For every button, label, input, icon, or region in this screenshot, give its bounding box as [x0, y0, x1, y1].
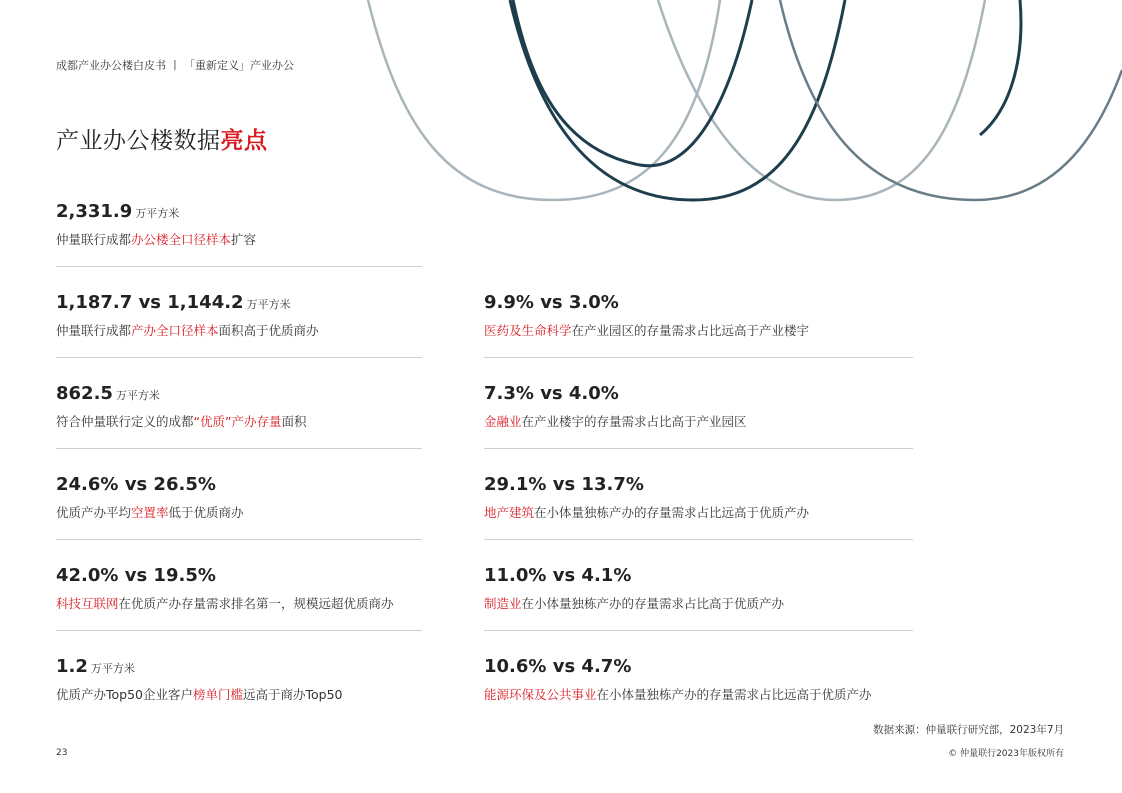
arc-dark-2	[513, 0, 752, 166]
divider	[484, 630, 913, 631]
description-text: 在产业楼宇的存量需求占比高于产业园区	[521, 414, 747, 429]
description-text: 仲量联行成都	[56, 323, 132, 338]
stat-item	[56, 292, 496, 339]
description-text: 低于优质商办	[168, 505, 244, 520]
stat-value	[484, 656, 924, 677]
divider	[56, 630, 422, 631]
stat-value	[56, 201, 496, 222]
stat-value	[56, 656, 496, 677]
stat-value	[56, 565, 496, 586]
stat-value	[484, 292, 924, 313]
description-text: 在小体量独栋产办的存量需求占比远高于优质产办	[596, 687, 872, 702]
stat-number: 42.0% vs 19.5%	[56, 565, 216, 586]
highlight-text: 办公楼全口径样本	[131, 232, 232, 247]
highlight-text: 能源环保及公共事业	[484, 687, 597, 702]
stat-number: 10.6% vs 4.7%	[484, 656, 632, 677]
stat-description	[484, 321, 924, 339]
stat-item	[56, 656, 496, 703]
stat-description	[56, 685, 496, 703]
stat-item	[56, 383, 496, 430]
description-text: 面积	[281, 414, 307, 429]
divider	[56, 266, 422, 267]
stat-item	[484, 292, 924, 339]
stat-description	[56, 594, 496, 612]
description-text: 仲量联行成都	[56, 232, 132, 247]
arc-light-1	[368, 0, 720, 200]
stat-value	[56, 292, 496, 313]
highlight-text: “优质”产办存量	[193, 414, 282, 429]
arc-light-2	[658, 0, 985, 200]
stat-value	[484, 383, 924, 404]
stat-item	[56, 201, 496, 248]
copyright: © 仲量联行2023年版权所有	[948, 749, 1064, 759]
description-text: 扩容	[231, 232, 257, 247]
stat-unit: 万平方米	[246, 298, 291, 311]
arc-dark-1	[510, 0, 845, 200]
description-text: 在优质产办存量需求排名第一，规模远超优质商办	[118, 596, 394, 611]
document-header: 成都产业办公楼白皮书 丨 「重新定义」产业办公	[56, 59, 294, 72]
highlight-text: 金融业	[484, 414, 522, 429]
highlight-text: 空置率	[131, 505, 169, 520]
highlight-text: 榜单门槛	[193, 687, 244, 702]
stat-number: 7.3% vs 4.0%	[484, 383, 619, 404]
title-highlight: 亮点	[220, 128, 268, 154]
arc-mid-1	[780, 0, 1122, 200]
stat-description	[484, 685, 924, 703]
page-number: 23	[56, 748, 68, 758]
stat-item	[484, 565, 924, 612]
stat-unit: 万平方米	[90, 662, 135, 675]
stat-description	[484, 503, 924, 521]
stat-description	[484, 412, 924, 430]
stat-unit: 万平方米	[135, 207, 180, 220]
stat-value	[56, 474, 496, 495]
divider	[56, 539, 422, 540]
stat-number: 2,331.9	[56, 201, 133, 222]
stat-number: 862.5	[56, 383, 113, 404]
stat-item	[484, 474, 924, 521]
data-source: 数据来源：仲量联行研究部，2023年7月	[873, 724, 1064, 736]
divider	[484, 357, 913, 358]
description-text: 远高于商办Top50	[243, 687, 343, 702]
stat-number: 9.9% vs 3.0%	[484, 292, 619, 313]
description-text: 面积高于优质商办	[218, 323, 319, 338]
stat-number: 11.0% vs 4.1%	[484, 565, 632, 586]
highlight-text: 医药及生命科学	[484, 323, 572, 338]
description-text: 在小体量独栋产办的存量需求占比远高于优质产办	[534, 505, 810, 520]
stat-item	[484, 656, 924, 703]
stat-description	[56, 321, 496, 339]
stat-item	[56, 474, 496, 521]
stat-number: 1,187.7 vs 1,144.2	[56, 292, 244, 313]
description-text: 优质产办平均	[56, 505, 132, 520]
stat-value	[484, 565, 924, 586]
description-text: 符合仲量联行定义的成都	[56, 414, 194, 429]
stat-item	[484, 383, 924, 430]
description-text: 在产业园区的存量需求占比远高于产业楼宇	[571, 323, 810, 338]
highlight-text: 地产建筑	[484, 505, 535, 520]
stat-description	[484, 594, 924, 612]
stat-item	[56, 565, 496, 612]
title-prefix: 产业办公楼数据	[56, 128, 221, 154]
highlight-text: 产办全口径样本	[131, 323, 219, 338]
stat-number: 29.1% vs 13.7%	[484, 474, 644, 495]
stat-number: 1.2	[56, 656, 88, 677]
highlight-text: 制造业	[484, 596, 522, 611]
stat-number: 24.6% vs 26.5%	[56, 474, 216, 495]
divider	[484, 539, 913, 540]
divider	[484, 448, 913, 449]
stat-value	[484, 474, 924, 495]
stat-description	[56, 503, 496, 521]
stat-description	[56, 412, 496, 430]
highlight-text: 科技互联网	[56, 596, 119, 611]
divider	[56, 357, 422, 358]
divider	[56, 448, 422, 449]
description-text: 优质产办Top50企业客户	[56, 687, 193, 702]
stat-value	[56, 383, 496, 404]
stat-description	[56, 230, 496, 248]
page-title	[56, 122, 268, 155]
arc-dark-3	[980, 0, 1021, 135]
stat-unit: 万平方米	[115, 389, 160, 402]
description-text: 在小体量独栋产办的存量需求占比高于优质产办	[521, 596, 785, 611]
